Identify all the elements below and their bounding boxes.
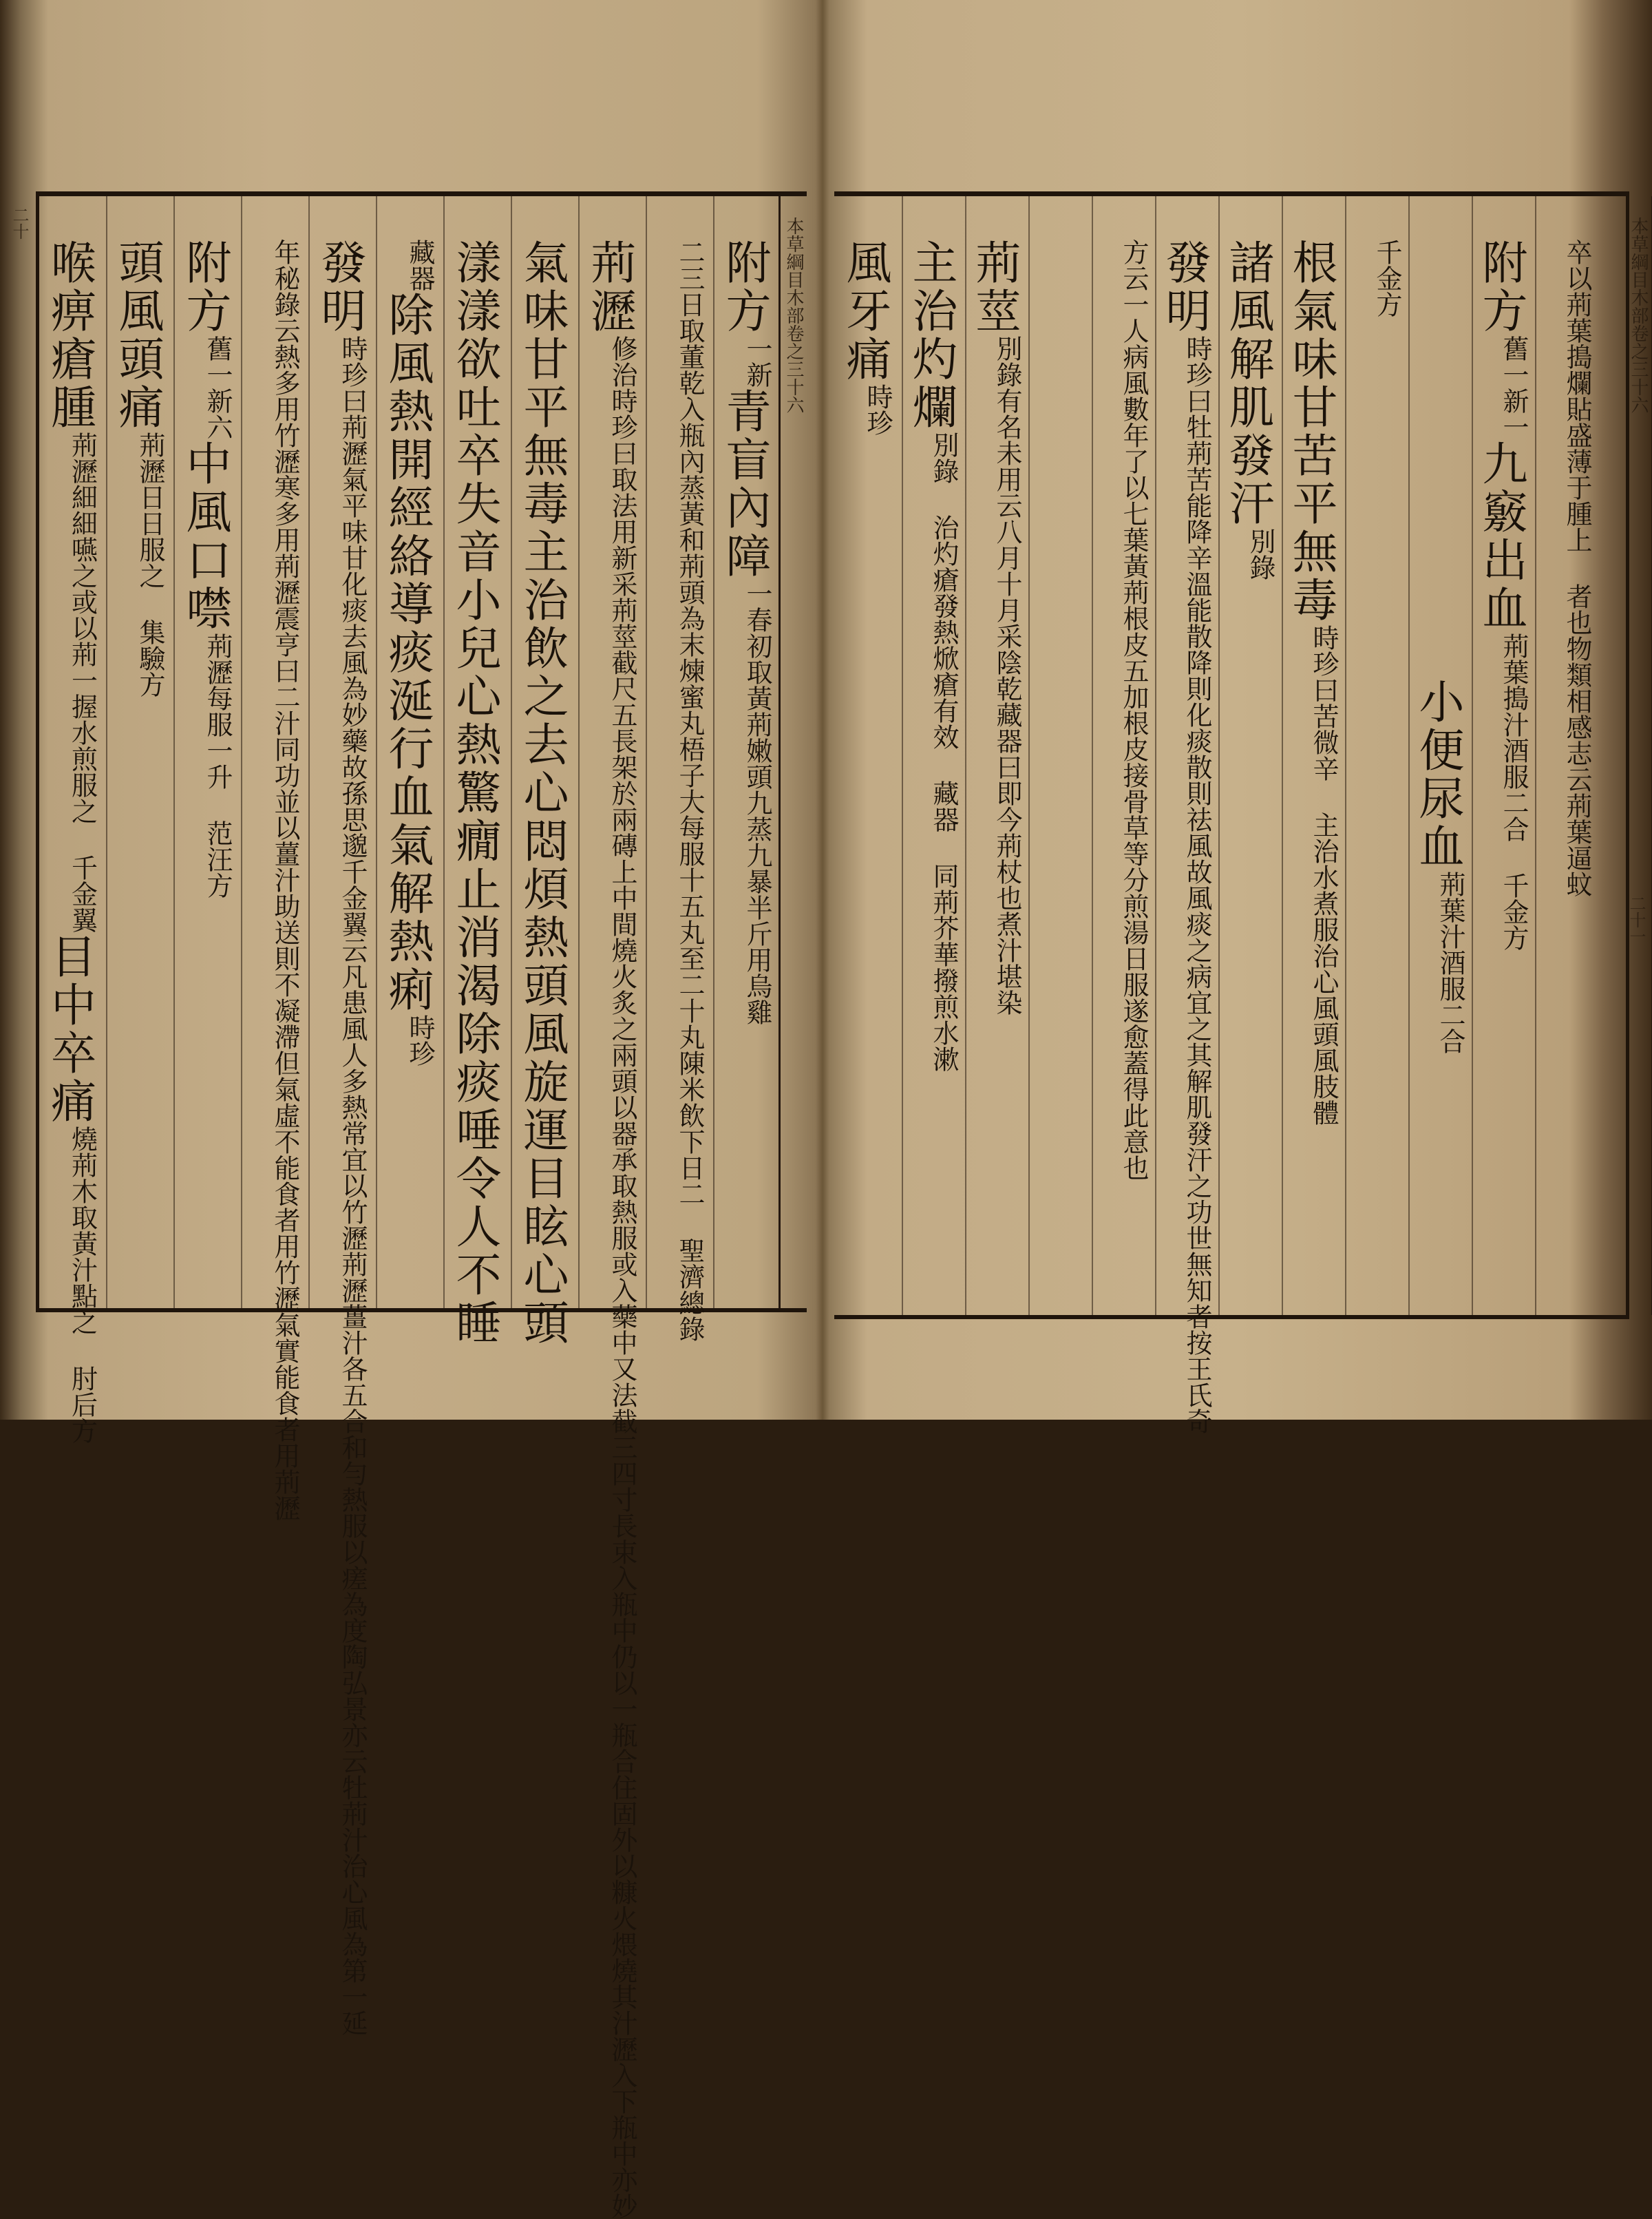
- left-col-5-main: 漾漾欲吐卒失音小兒心熱驚癇止消渴除痰唾令人不睡: [448, 239, 501, 1347]
- left-col-6-note: 藏器: [405, 239, 435, 291]
- right-text-columns: [834, 196, 1598, 1434]
- left-col-3-main: 荊瀝: [583, 239, 636, 335]
- left-col-5: [443, 196, 511, 1347]
- left-col-7-note2: 時珍曰荊瀝氣平味甘化痰去風為妙藥故孫思邈千金翼云凡患風人多熱常宜以竹瀝荊瀝薑汁各五合和勻熱服以瘥為度陶弘景亦云牡荊汁治心風為第一延: [337, 335, 368, 2036]
- right-col-5: [1282, 196, 1345, 1315]
- right-col-2-main2: 九竅出血: [1474, 440, 1527, 633]
- right-col-2-note2: 荊葉搗汁酒服二合 千金方: [1499, 633, 1529, 951]
- right-col-2-note: 舊一新一: [1499, 335, 1529, 440]
- left-col-9-note2: 荊瀝每服一升 范汪方: [202, 633, 233, 898]
- right-running-header: 本草綱目木部卷之三十六: [1628, 217, 1649, 414]
- right-col-2: [1472, 196, 1535, 1315]
- right-edge-folio: 二十一: [1627, 895, 1646, 945]
- left-page-block-heart: [779, 196, 807, 1308]
- right-col-7-note: 時珍曰牡荊苦能降辛溫能散降則化痰散則祛風故風痰之病宜之其解肌發汗之功世無知者按王氏奇: [1182, 335, 1212, 1434]
- left-col-9-main: 附方: [178, 239, 231, 335]
- left-col-7-main: 發明: [313, 239, 366, 335]
- right-col-5-note2: 時珍曰苦微辛 主治水煮服治心風頭風肢體: [1309, 624, 1339, 1126]
- left-col-1-note2: 一春初取黃荊嫩頭九蒸九暴半斤用烏雞: [742, 580, 772, 1025]
- left-page: [0, 0, 820, 2219]
- left-running-header: 本草綱目木部卷之三十六: [783, 217, 804, 414]
- left-col-3-note2: 時珍曰取法用新采荊莖截尺五長架於兩磚上中間燒火炙之兩頭以器承取熱服或入藥中又法截三四寸長束入瓶中仍以一瓶合住固外以糠火煨燒其汁瀝入下瓶中亦妙: [607, 388, 637, 2219]
- left-col-9-note: 舊一新六: [202, 335, 233, 440]
- right-col-8-note: 方云一人病風數年了以七葉黃荊根皮五加根皮接骨草等分煎湯日服遂愈蓋得此意也: [1119, 239, 1149, 1181]
- left-text-columns: [39, 196, 781, 2219]
- right-page-block-heart: [1625, 196, 1652, 1315]
- left-col-3-note: 修治: [607, 335, 637, 388]
- left-col-4: [511, 196, 578, 1347]
- right-col-1-note: 卒以荊葉搗爛貼盛薄于腫上 者也物類相感志云荊葉逼蚊: [1562, 239, 1592, 897]
- left-col-11: [39, 196, 106, 1444]
- left-col-10: [106, 196, 173, 1308]
- left-col-4-main2: 甘平無毒主治: [516, 335, 569, 624]
- right-col-11-main: 主治灼爛: [904, 239, 957, 432]
- right-col-6-note: 別錄: [1245, 528, 1275, 580]
- left-col-2: [646, 196, 713, 1342]
- right-col-12-note: 時珍: [862, 383, 893, 436]
- right-col-10-main: 荊莖: [968, 239, 1021, 335]
- left-col-2-note: 二三日取董乾入瓶內蒸黃和荊頭為末煉蜜丸梧子大每服十五丸至二十丸陳米飲下日二 聖濟總錄: [675, 239, 705, 1342]
- left-col-6-main: 除風熱開經絡導痰涎行血氣解熱痢: [381, 291, 434, 1014]
- right-col-7: [1155, 196, 1218, 1434]
- left-col-10-main: 頭風頭痛: [111, 239, 164, 432]
- left-col-3: [578, 196, 646, 2219]
- right-col-4: [1345, 196, 1408, 1315]
- left-col-11-main2: 目中卒痛: [43, 933, 96, 1126]
- left-col-1: [713, 196, 781, 1308]
- right-col-10-note: 別錄有名未用云八月十月采陰乾藏器曰即今荊杖也煮汁堪染: [992, 335, 1022, 1016]
- right-col-5-main: 根: [1284, 239, 1337, 287]
- right-col-4-note: 千金方: [1372, 239, 1402, 317]
- left-col-11-main: 喉痹瘡腫: [43, 239, 96, 432]
- right-col-8: [1092, 196, 1155, 1315]
- right-col-9-empty: [1028, 196, 1092, 1315]
- left-col-9-main2: 中風口噤: [178, 440, 231, 633]
- right-col-6: [1218, 196, 1282, 1315]
- left-col-4-note2: 飲之去心悶煩熱頭風旋運目眩心頭: [516, 624, 569, 1347]
- right-col-11: [902, 196, 965, 1315]
- left-col-11-note2: 燒荊木取黃汁點之 肘后方: [67, 1126, 98, 1444]
- right-col-10: [965, 196, 1028, 1315]
- right-col-3-main: 小便尿血: [1411, 678, 1464, 871]
- right-col-3: [1408, 196, 1472, 1315]
- right-col-6-main: 諸風解肌發汗: [1221, 239, 1274, 528]
- right-page: [825, 0, 1652, 1434]
- left-page-frame: [36, 191, 807, 2219]
- right-col-7-main: 發明: [1158, 239, 1211, 335]
- left-col-8-note: 年秘錄云熱多用竹瀝寒多用荊瀝震亨曰二汁同功並以薑汁助送則不凝滯但氣虛不能食者用竹瀝氣實能食者用荊瀝: [270, 239, 300, 1521]
- right-col-5-main2: 氣味甘苦平無毒: [1284, 287, 1337, 624]
- left-col-6-note2: 時珍: [405, 1014, 435, 1066]
- right-col-11-note: 別錄 治灼瘡發熱焮瘡有效 藏器 同荊芥華撥煎水漱: [929, 432, 959, 1072]
- left-col-9: [173, 196, 241, 1308]
- left-col-10-note: 荊瀝日日服之 集驗方: [135, 432, 165, 697]
- right-col-3-note: 荊葉汁酒服二合: [1435, 871, 1465, 1054]
- left-col-4-main: 氣味: [516, 239, 569, 335]
- left-col-11-note: 荊瀝細細嚥之或以荊一握水煎服之 千金翼: [67, 432, 98, 933]
- right-col-12: [834, 196, 902, 1315]
- left-col-7: [308, 196, 376, 2036]
- right-col-1: [1535, 196, 1598, 1315]
- left-edge-folio: 二十: [10, 207, 29, 240]
- right-col-12-main: 風牙痛: [838, 239, 891, 383]
- left-col-1-main: 附方: [718, 239, 771, 335]
- left-col-1-main2: 青盲內障: [718, 388, 771, 580]
- right-col-2-main: 附方: [1474, 239, 1527, 335]
- left-col-1-note: 一新: [742, 335, 772, 388]
- left-col-6: [376, 196, 443, 1308]
- left-col-8: [241, 196, 308, 1521]
